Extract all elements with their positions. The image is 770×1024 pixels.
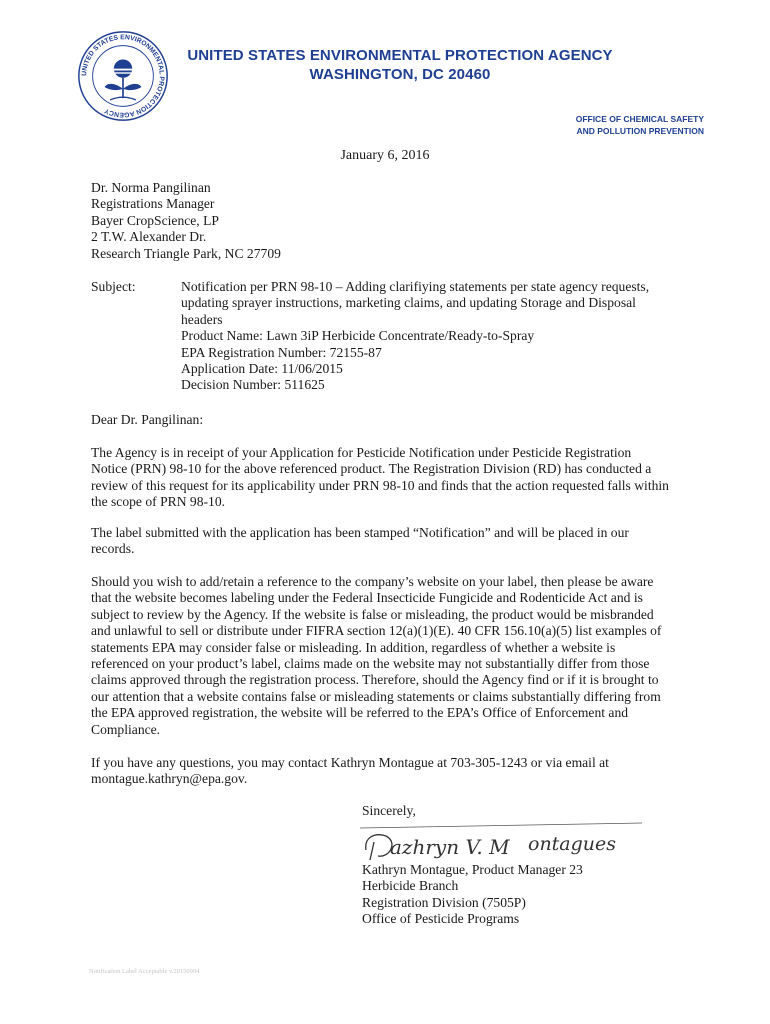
agency-name: UNITED STATES ENVIRONMENTAL PROTECTION AGENCY (187, 47, 613, 64)
paragraph-line: If you have any questions, you may contact Kathryn Montague at 703-305-1243 or via email at (91, 755, 609, 770)
subject-line: updating sprayer instructions, marketing claims, and updating Storage and Disposal (181, 295, 636, 311)
handwritten-signature (360, 820, 650, 866)
subject-line: EPA Registration Number: 72155-87 (181, 344, 382, 360)
paragraph-line: Notice (PRN) 98-10 for the above referenced product. The Registration Division (RD) has conducted a (91, 461, 652, 477)
office-name (576, 113, 704, 137)
seal-ring-text: UNITED STATES ENVIRONMENTAL PROTECTION AGENCY (81, 34, 165, 118)
subject-line: Decision Number: 511625 (181, 377, 325, 393)
recipient-address (91, 180, 281, 262)
paragraph-line: the EPA approved registration, the website will be referred to the EPA’s Office of Enforcement and (91, 705, 629, 721)
office-line: OFFICE OF CHEMICAL SAFETY (575, 114, 704, 124)
paragraph-label-stamped (91, 525, 691, 558)
paragraph-line: subject to review by the Agency. If the website is false or misleading, the product would be misbranded (91, 606, 654, 622)
paragraph-line: and unlawful to sell or distribute under FIFRA section 12(a)(1)(E). 40 CFR 156.10(a)(5) list examples of (91, 623, 662, 639)
subject-line: Product Name: Lawn 3iP Herbicide Concentrate/Ready-to-Spray (181, 328, 535, 344)
svg-text:azhryn V. M: azhryn V. M (390, 835, 510, 859)
salutation: Dear Dr. Pangilinan: (91, 412, 204, 427)
signature-line: Office of Pesticide Programs (362, 911, 520, 927)
paragraph-line: The Agency is in receipt of your Application for Pesticide Notification under Pesticide Registration (91, 445, 632, 460)
paragraph-line: Compliance. (91, 721, 161, 737)
paragraph-line: claims approved through the registration process. Therefore, should the Agency find or if it is brought to (91, 672, 659, 688)
signature-line: Herbicide Branch (362, 878, 459, 894)
paragraph-line: the scope of PRN 98-10. (91, 494, 226, 510)
closing: Sincerely, (362, 803, 416, 818)
letter-date: January 6, 2016 (340, 148, 430, 163)
subject-line: Application Date: 11/06/2015 (181, 361, 343, 377)
subject-line: headers (181, 311, 223, 327)
subject-line: Notification per PRN 98-10 – Adding clarifiying statements per state agency requests, (181, 279, 650, 294)
paragraph-line: records. (91, 541, 135, 557)
recipient-line: Registrations Manager (91, 196, 215, 212)
signature-line: Registration Division (7505P) (362, 894, 526, 910)
paragraph-line: referenced on your product’s label, claims made on the website may not substantially differ from those (91, 656, 650, 672)
subject-label: Subject: (91, 279, 136, 294)
recipient-line: Research Triangle Park, NC 27709 (91, 245, 281, 261)
paragraph-line: statements EPA may consider false or misleading. In addition, regardless of whether a website is (91, 639, 616, 655)
paragraph-website (91, 574, 691, 738)
recipient-line: Dr. Norma Pangilinan (91, 180, 211, 195)
agency-city: WASHINGTON, DC 20460 (309, 66, 491, 83)
subject-body (181, 279, 681, 394)
paragraph-line: Should you wish to add/retain a reference to the company’s website on your label, then please be aware (91, 574, 654, 589)
paragraph-line: The label submitted with the application has been stamped “Notification” and will be placed in our (91, 525, 629, 540)
paragraph-contact (91, 755, 691, 788)
recipient-line: 2 T.W. Alexander Dr. (91, 229, 207, 245)
signature-line: Kathryn Montague, Product Manager 23 (362, 862, 583, 877)
recipient-line: Bayer CropScience, LP (91, 212, 219, 228)
signature-block (362, 862, 583, 928)
footer-note: Notification Label Acceptable v.20150904 (89, 968, 200, 975)
svg-text:ontagues: ontagues (528, 833, 617, 855)
paragraph-line: montague.kathryn@epa.gov. (91, 771, 248, 787)
paragraph-receipt (91, 445, 691, 511)
paragraph-line: that the website becomes labeling under the Federal Insecticide Fungicide and Rodenticide Act and is (91, 590, 643, 606)
paragraph-line: our attention that a website contains false or misleading statements or claims substantially differing from (91, 688, 661, 704)
paragraph-line: review of this request for its applicability under PRN 98-10 and finds that the action requested falls within (91, 477, 669, 493)
office-line: AND POLLUTION PREVENTION (576, 126, 704, 136)
